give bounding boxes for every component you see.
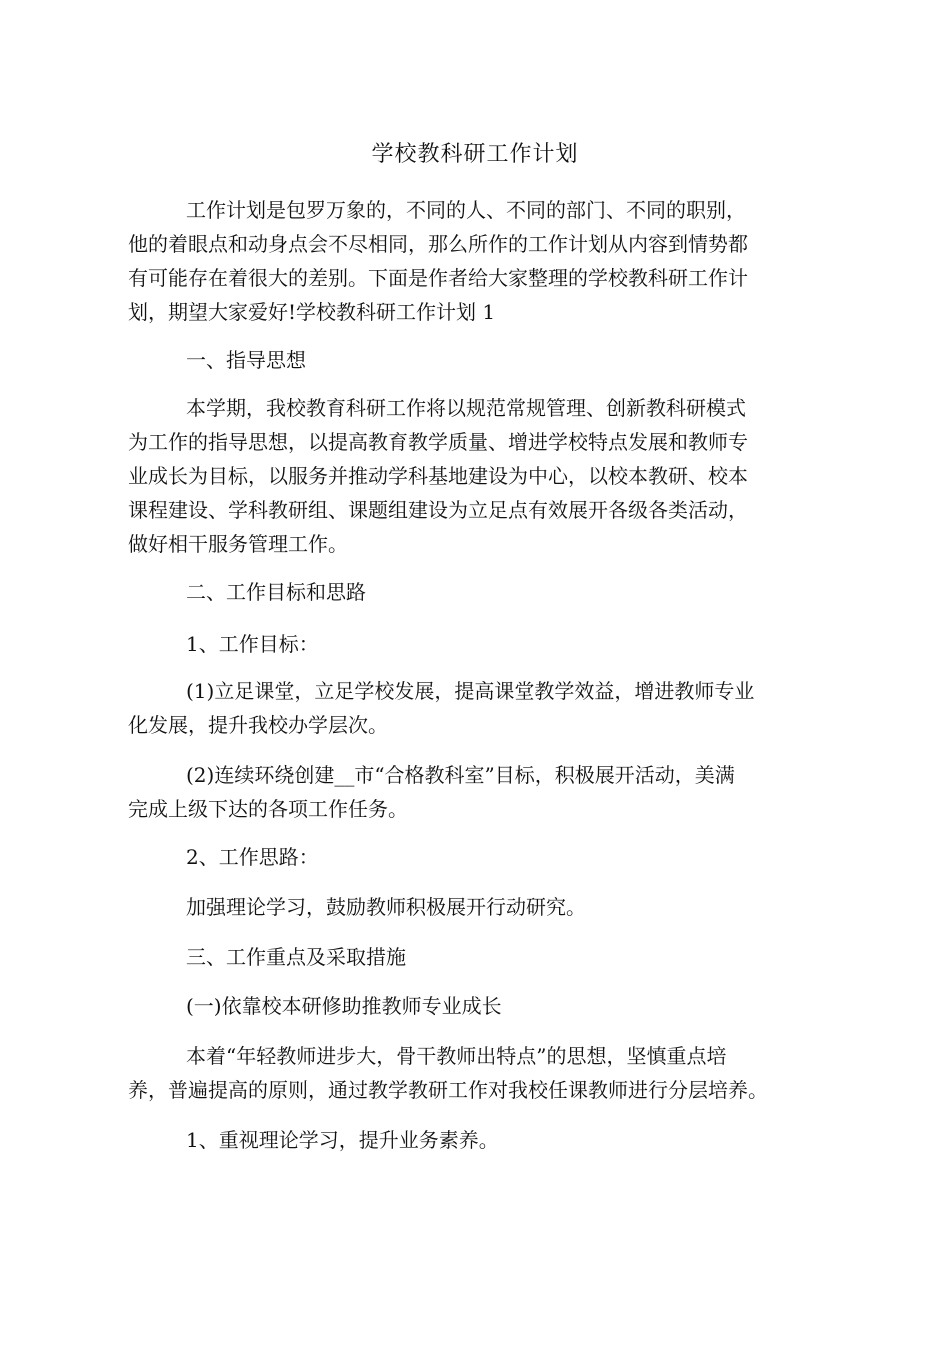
paragraph-line: (2)连续环绕创建__市“合格教科室”目标，积极展开活动，美满	[186, 763, 735, 787]
paragraph-guiding	[128, 391, 828, 561]
subsection-heading	[128, 840, 828, 874]
heading-text: 一、指导思想	[186, 348, 306, 372]
heading-text: (一)依靠校本研修助推教师专业成长	[186, 994, 502, 1018]
heading-text: 二、工作目标和思路	[186, 580, 366, 604]
paragraph-line: 养，普遍提高的原则，通过教学教研工作对我校任课教师进行分层培养。	[128, 1078, 768, 1102]
paragraph-line: 他的着眼点和动身点会不尽相同，那么所作的工作计划从内容到情势都	[128, 232, 748, 256]
paragraph-line: 有可能存在着很大的差别。下面是作者给大家整理的学校教科研工作计	[128, 266, 748, 290]
heading-text: 三、工作重点及采取措施	[186, 945, 406, 969]
subsection-heading	[128, 627, 828, 661]
section-heading	[128, 575, 828, 609]
subsection-heading	[128, 1123, 828, 1157]
paragraph-line: 加强理论学习，鼓励教师积极展开行动研究。	[186, 895, 586, 919]
heading-text: 2、工作思路：	[186, 845, 319, 869]
paragraph-line: 完成上级下达的各项工作任务。	[128, 797, 408, 821]
paragraph-intro	[128, 193, 828, 329]
section-heading	[128, 940, 828, 974]
paragraph-goal-2	[128, 758, 828, 826]
paragraph-line: (1)立足课堂，立足学校发展，提高课堂教学效益，增进教师专业	[186, 679, 755, 703]
paragraph-line: 业成长为目标，以服务并推动学科基地建设为中心，以校本教研、校本	[128, 464, 748, 488]
paragraph-line: 为工作的指导思想，以提高教育教学质量、增进学校特点发展和教师专	[128, 430, 748, 454]
subsection-heading	[128, 989, 828, 1023]
paragraph-line: 课程建设、学科教研组、课题组建设为立足点有效展开各级各类活动，	[128, 498, 748, 522]
paragraph-line: 本着“年轻教师进步大，骨干教师出特点”的思想，坚慎重点培	[186, 1044, 727, 1068]
paragraph-line: 工作计划是包罗万象的，不同的人、不同的部门、不同的职别，	[186, 198, 746, 222]
document-title: 学校教科研工作计划	[371, 142, 579, 167]
section-heading	[128, 343, 828, 377]
heading-text: 1、工作目标：	[186, 632, 319, 656]
paragraph-goal-1	[128, 674, 828, 742]
paragraph-line: 本学期，我校教育科研工作将以规范常规管理、创新教科研模式	[186, 396, 746, 420]
heading-text: 1、重视理论学习，提升业务素养。	[186, 1128, 499, 1152]
paragraph-line: 做好相干服务管理工作。	[128, 532, 348, 556]
paragraph-line: 化发展，提升我校办学层次。	[128, 713, 388, 737]
paragraph-line: 划，期望大家爱好!学校教科研工作计划 1	[128, 300, 496, 324]
paragraph-approach	[128, 890, 828, 924]
paragraph-principle	[128, 1039, 828, 1107]
